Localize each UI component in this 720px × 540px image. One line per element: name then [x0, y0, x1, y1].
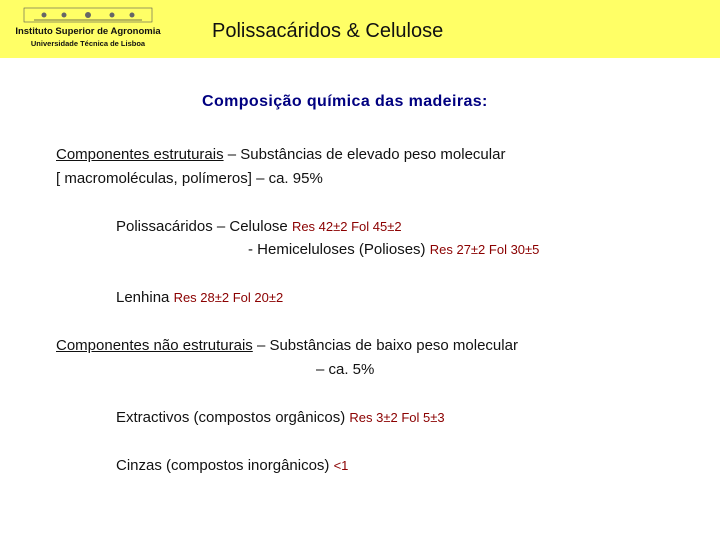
structural-line — [56, 146, 505, 163]
non-structural-line2: – ca. 5% — [316, 361, 375, 378]
hemicellulose-line — [248, 241, 539, 258]
lignin-label: Lenhina — [116, 289, 170, 306]
extractives-label: Extractivos (compostos orgânicos) — [116, 409, 346, 426]
header-banner — [0, 0, 720, 58]
slide-title: Polissacáridos & Celulose — [212, 20, 444, 42]
extractives-line — [116, 409, 445, 426]
ashes-label: Cinzas (compostos inorgânicos) — [116, 457, 330, 474]
structural-line2: [ macromoléculas, polímeros] – ca. 95% — [56, 170, 323, 187]
hemicellulose-values: Res 27±2 Fol 30±5 — [429, 242, 540, 257]
lignin-line — [116, 289, 283, 306]
polysaccharides-line — [116, 218, 402, 235]
ashes-values: <1 — [333, 458, 349, 473]
non-structural-description: – Substâncias de baixo peso molecular — [252, 337, 518, 354]
lignin-values: Res 28±2 Fol 20±2 — [173, 290, 284, 305]
non-structural-title: Componentes não estruturais — [56, 337, 253, 354]
structural-description: – Substâncias de elevado peso molecular — [223, 146, 506, 163]
cellulose-values: Res 42±2 Fol 45±2 — [291, 219, 402, 234]
ashes-line — [116, 457, 348, 474]
logo-line2: Universidade Técnica de Lisboa — [30, 39, 146, 48]
non-structural-line — [56, 337, 518, 354]
institution-logo — [14, 5, 162, 53]
extractives-values: Res 3±2 Fol 5±3 — [349, 410, 445, 425]
structural-title: Componentes estruturais — [56, 146, 224, 163]
cellulose-label: Polissacáridos – Celulose — [116, 218, 288, 235]
section-heading: Composição química das madeiras: — [202, 93, 488, 110]
logo-line1: Instituto Superior de Agronomia — [15, 26, 161, 37]
hemicellulose-label: - Hemiceluloses (Polioses) — [248, 241, 426, 258]
